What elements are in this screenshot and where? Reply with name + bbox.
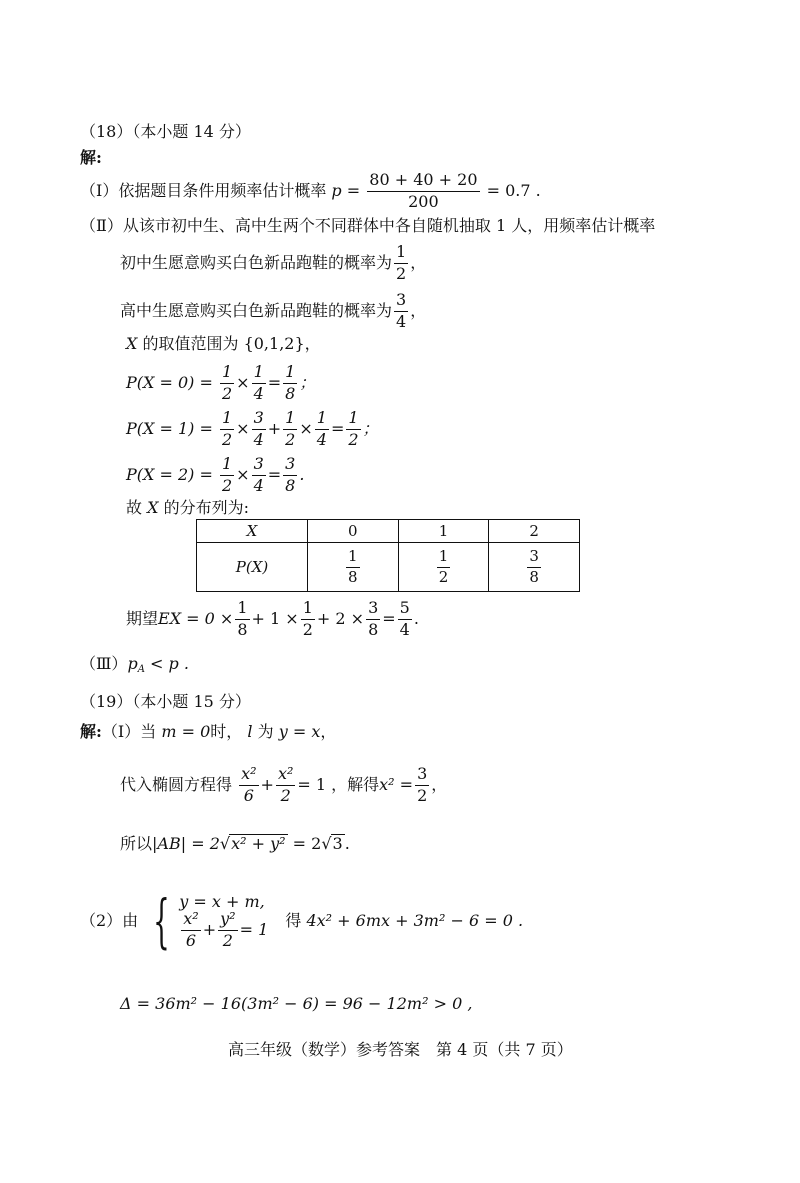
table-header-cell: X [197,520,308,543]
table-header-cell: 0 [308,520,399,543]
q18-part2-line2: 高中生愿意购买白色新品跑鞋的概率为 $\frac{3}{4}$ ， [120,290,427,331]
q18-dist-intro: 故 X 的分布列为: [126,498,249,517]
q18-part1-var: p [331,180,342,200]
table-row-label: P(X) [197,543,308,592]
table-cell: $\frac{1}{2}$ [398,543,489,592]
q19-delta: Δ = 36m² − 16(3m² − 6) = 96 − 12m² > 0 , [120,994,473,1013]
table-header-cell: 1 [398,520,489,543]
q19-header: （19）（本小题 15 分） [80,692,251,711]
q19-substitution: 代入椭圆方程得 $\frac{\text{x²}}{6}$ + $\frac{\text{x²}}{2}$ = 1 ，解得x² = $\frac{3}{2}$ ， [120,764,448,805]
q19-part2: （2）由 { y = x + m, $\frac{\text{x²}}{6}$ + $\frac{\text{y²}}{2}$ = 1 得 4x² + 6mx + 3m² − 6 = 0 . [80,887,524,955]
q18-part1-fraction: $\frac{80 + 40 + 20}{200}$ [369,170,478,211]
q18-header: （18）（本小题 14 分） [80,122,251,141]
q18-part1-label: （Ⅰ）依据题目条件用频率估计概率 [80,180,327,200]
table-row [197,543,580,592]
q18-solution-label: 解: [80,148,102,167]
q18-range: X 的取值范围为 {0,1,2}， [126,334,321,353]
equation-system: y = x + m, $\frac{\text{x²}}{6}$ + $\frac{\text{y²}}{2}$ = 1 [179,891,269,950]
page-footer: 高三年级（数学）参考答案 第 4 页（共 7 页） [228,1040,573,1059]
distribution-table [196,519,580,592]
q18-part1 [80,172,541,211]
q18-px0: P(X = 0) = $\frac{1}{2}$ × $\frac{1}{4}$ = $\frac{1}{8}$ ； [126,362,316,403]
table-header-cell: 2 [489,520,580,543]
q19-ab-length: 所以|AB| = 2√x² + y² = 2√3 . [120,834,350,853]
table-header-row [197,520,580,543]
table-cell: $\frac{1}{8}$ [308,543,399,592]
q18-part2-line1: 初中生愿意购买白色新品跑鞋的概率为 $\frac{1}{2}$ ， [120,242,427,283]
q18-part3: $(Ⅲ)p_A < p$ . [80,654,189,675]
q18-px2: P(X = 2) = $\frac{1}{2}$ × $\frac{3}{4}$ = $\frac{3}{8}$ . [126,454,305,495]
q18-px1: P(X = 1) = $\frac{1}{2}$ × $\frac{3}{4}$ + $\frac{1}{2}$ × $\frac{1}{4}$ = $\frac{1}{2}$ ； [126,408,379,449]
q18-part1-eq: = [346,180,361,200]
q18-part2-label: （Ⅱ）从该市初中生、高中生两个不同群体中各自随机抽取 1 人，用频率估计概率 [80,216,656,235]
q19-part1: 解:（Ⅰ）当 m = 0时， l 为 y = x， [80,722,337,741]
table-cell: $\frac{3}{8}$ [489,543,580,592]
system-brace-icon: { [153,887,171,955]
q18-part1-result: = 0.7 . [486,180,541,200]
q18-expectation: 期望EX = 0 × $\frac{1}{8}$ + 1 × $\frac{1}{2}$ + 2 × $\frac{3}{8}$ = $\frac{5}{4}$ . [126,598,419,639]
